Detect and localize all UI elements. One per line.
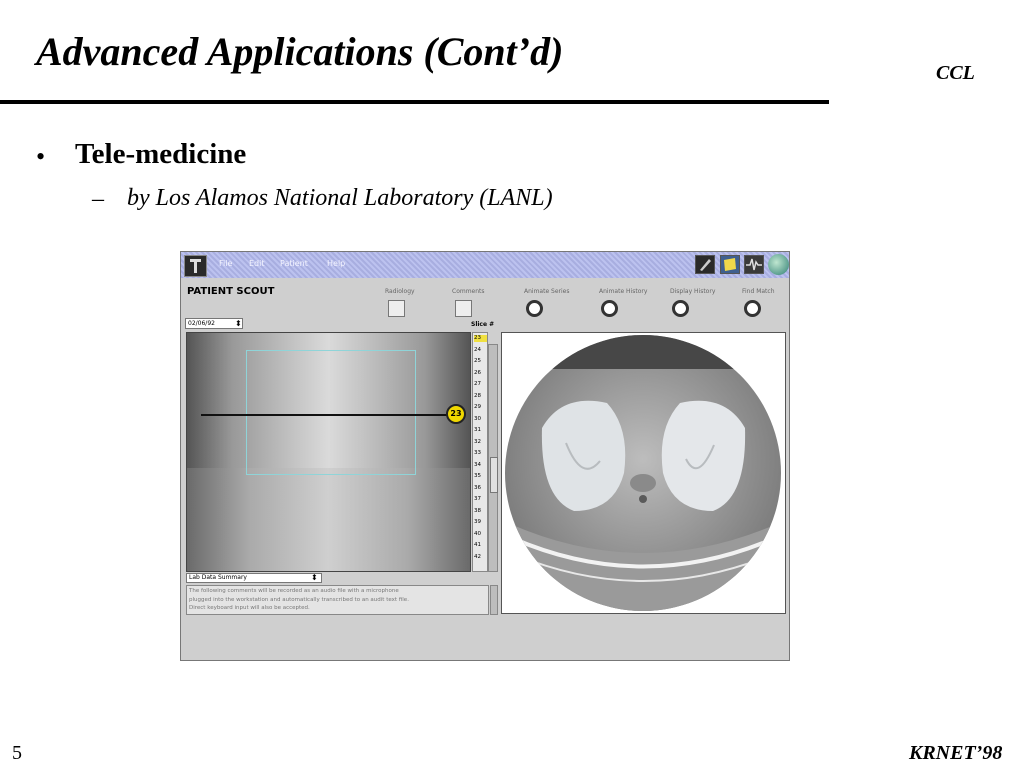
radiology-label: Radiology [385,288,415,295]
slice-number-item[interactable]: 37 [474,496,481,502]
comments-line: Direct keyboard input will also be accepted. [189,605,310,611]
waveform-icon[interactable] [744,255,764,274]
notepad-icon[interactable] [720,255,740,274]
comments-line: The following comments will be recorded as an audio file with a microphone [189,588,399,594]
patient-scout-title: PATIENT SCOUT [187,286,275,297]
menu-patient[interactable]: Patient [280,259,308,268]
region-of-interest-box[interactable] [246,350,416,475]
menu-file[interactable]: File [219,259,233,268]
app-menubar [181,252,789,278]
slice-number-item[interactable]: 39 [474,519,481,525]
slice-number-label: Slice # [471,321,495,328]
summary-dropdown-arrow-icon[interactable]: ⬍ [311,573,318,582]
slice-number-item[interactable]: 25 [474,358,481,364]
slide-number: 5 [12,742,22,764]
pen-tool-icon[interactable] [695,255,715,274]
slice-number-item[interactable]: 31 [474,427,481,433]
slice-number-item[interactable]: 24 [474,346,481,353]
slice-number-item[interactable]: 27 [474,381,481,387]
slice-number-item[interactable]: 30 [474,415,481,422]
sub-bullet-lanl: by Los Alamos National Laboratory (LANL) [127,185,553,211]
title-underline [0,100,829,104]
comments-document-icon[interactable] [455,300,472,317]
slice-number-item[interactable]: 28 [474,392,481,399]
animate-series-label: Animate Series [524,288,570,295]
animate-series-dial-icon[interactable] [526,300,543,317]
scout-radiograph-image[interactable] [186,332,471,572]
display-history-dial-icon[interactable] [672,300,689,317]
find-match-dial-icon[interactable] [744,300,761,317]
display-history-label: Display History [670,288,716,295]
sub-bullet-marker: – [92,186,104,212]
comments-line: plugged into the workstation and automatically transcribed to an audit text file. [189,596,409,603]
telemedicine-app-screenshot [180,251,790,661]
globe-icon[interactable] [768,254,789,275]
slice-number-item[interactable]: 23 [474,335,487,342]
comments-label: Comments [452,288,485,295]
slice-number-item[interactable]: 41 [474,542,481,548]
slice-position-line[interactable] [201,414,447,416]
slice-list-scrollbar[interactable] [488,344,498,572]
comments-scrollbar[interactable] [490,585,498,615]
comments-text-area[interactable] [186,585,489,615]
slice-number-item[interactable]: 38 [474,507,481,514]
radiology-document-icon[interactable] [388,300,405,317]
bullet-marker: • [36,142,46,171]
date-select[interactable]: 02/06/92 [185,318,243,329]
app-logo-icon [184,255,207,277]
slice-marker-badge[interactable]: 23 [446,404,466,424]
menu-help[interactable]: Help [327,259,346,268]
slice-number-item[interactable]: 34 [474,461,481,468]
slice-number-item[interactable]: 29 [474,404,481,410]
slice-number-item[interactable]: 33 [474,450,481,456]
bullet-tele-medicine: Tele-medicine [75,138,247,170]
org-label: CCL [936,62,975,84]
slice-scroll-thumb[interactable] [490,457,498,493]
slice-number-item[interactable]: 35 [474,473,481,479]
slice-number-item[interactable]: 36 [474,484,481,491]
animate-history-dial-icon[interactable] [601,300,618,317]
slice-number-item[interactable]: 42 [474,553,481,560]
lab-data-summary-select[interactable]: Lab Data Summary [186,573,322,583]
footer-label: KRNET’98 [909,742,1003,764]
slice-number-item[interactable]: 40 [474,530,481,537]
find-match-label: Find Match [742,288,775,295]
slice-number-item[interactable]: 32 [474,438,481,445]
slide-title: Advanced Applications (Cont’d) [36,29,564,74]
slice-number-list[interactable] [472,332,488,572]
date-dropdown-arrow-icon[interactable]: ⬍ [235,319,242,328]
scout-abdomen-region [187,468,470,572]
ct-slice-image [502,333,785,613]
slice-number-item[interactable]: 26 [474,369,481,376]
ct-slice-viewer[interactable] [501,332,786,614]
animate-history-label: Animate History [599,288,648,295]
menu-edit[interactable]: Edit [249,259,265,268]
